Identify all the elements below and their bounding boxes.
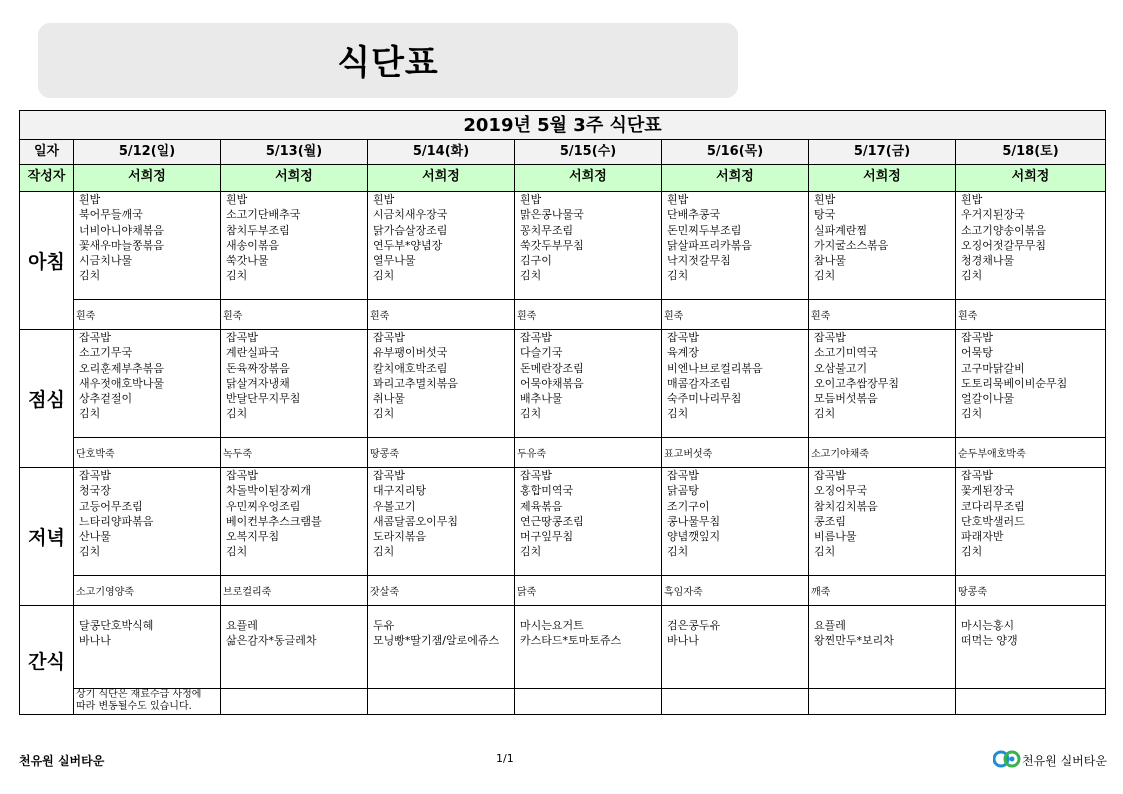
- menu-item: 오복지무침: [226, 530, 280, 544]
- menu-item: 흰밥: [520, 193, 542, 206]
- menu-item: 고등어무조림: [79, 499, 143, 513]
- porridge-cell: 흰죽: [221, 300, 368, 330]
- menu-item: 오징어무국: [814, 484, 868, 498]
- date-header: 5/18(토): [956, 140, 1106, 165]
- menu-item: 잡곡밥: [79, 469, 111, 482]
- snack-item: 요플레: [226, 619, 258, 632]
- menu-item: 우볼고기: [373, 499, 416, 513]
- snack-item: 카스타드*토마토쥬스: [520, 634, 622, 647]
- meal-row-snack: [20, 606, 1106, 689]
- menu-item: 김치: [373, 269, 395, 283]
- porridge-cell: 깨죽: [809, 576, 956, 606]
- menu-item: 닭살겨자냉채: [226, 376, 290, 390]
- menu-item: 오삼불고기: [814, 361, 868, 375]
- date-header: 5/12(일): [74, 140, 221, 165]
- menu-item: 잡곡밥: [961, 469, 993, 482]
- menu-item: 도토리묵베이비순무침: [961, 376, 1068, 390]
- porridge-cell: 두유죽: [515, 438, 662, 468]
- menu-item: 연두부*양념장: [373, 238, 443, 252]
- menu-item: 김치: [814, 407, 836, 421]
- writer-name: 서희정: [956, 165, 1106, 192]
- meal-label-dinner: 저녁: [20, 468, 74, 606]
- porridge-cell: 순두부애호박죽: [956, 438, 1106, 468]
- porridge-cell: 표고버섯죽: [662, 438, 809, 468]
- porridge-cell: 흰죽: [74, 300, 221, 330]
- snack-item: 왕찐만두*보리차: [814, 634, 894, 647]
- menu-table: [19, 110, 1106, 715]
- menu-item: 콩나물무침: [667, 514, 721, 528]
- porridge-cell: 단호박죽: [74, 438, 221, 468]
- menu-item: 김치: [814, 545, 836, 559]
- menu-item: 김치: [373, 545, 395, 559]
- menu-item: 소고기단배추국: [226, 208, 301, 222]
- menu-item: 오이고추쌈장무침: [814, 376, 900, 390]
- menu-cell: [221, 330, 368, 438]
- snack-cell: [662, 606, 809, 689]
- writer-label: 작성자: [20, 165, 74, 192]
- menu-item: 홍합미역국: [520, 484, 574, 498]
- menu-item: 시금치새우장국: [373, 208, 448, 222]
- empty-cell: [221, 689, 368, 715]
- menu-item: 비름나물: [814, 530, 857, 544]
- menu-cell: [515, 468, 662, 576]
- menu-item: 콩조림: [814, 514, 846, 528]
- snack-item: 두유: [373, 619, 395, 632]
- menu-item: 청경채나물: [961, 254, 1015, 268]
- page-number: 1/1: [496, 752, 514, 765]
- menu-cell: [662, 330, 809, 438]
- menu-item: 산나물: [79, 530, 111, 544]
- menu-cell: [515, 192, 662, 300]
- empty-cell: [956, 689, 1106, 715]
- menu-item: 새콤달콤오이무침: [373, 514, 459, 528]
- menu-item: 김치: [961, 545, 983, 559]
- porridge-cell: 흰죽: [956, 300, 1106, 330]
- porridge-cell: 흑임자죽: [662, 576, 809, 606]
- menu-item: 우민찌우엉조림: [226, 499, 301, 513]
- menu-item: 김치: [667, 407, 689, 421]
- menu-cell: [74, 468, 221, 576]
- porridge-cell: 땅콩죽: [956, 576, 1106, 606]
- menu-item: 흰밥: [814, 193, 836, 206]
- menu-item: 김치: [79, 545, 101, 559]
- logo-icon: [993, 748, 1021, 770]
- meal-label-breakfast: 아침: [20, 192, 74, 330]
- menu-item: 김치: [373, 407, 395, 421]
- menu-item: 어묵야채볶음: [520, 376, 584, 390]
- menu-item: 쑥갓나물: [226, 254, 269, 268]
- menu-cell: [368, 468, 515, 576]
- menu-item: 김치: [79, 269, 101, 283]
- menu-item: 숙주미나리무침: [667, 392, 742, 406]
- snack-cell: [809, 606, 956, 689]
- menu-cell: [221, 468, 368, 576]
- snack-item: 떠먹는 양갱: [961, 634, 1018, 647]
- menu-cell: [956, 192, 1106, 300]
- menu-item: 다슬기국: [520, 346, 563, 360]
- menu-item: 코다리무조림: [961, 499, 1025, 513]
- menu-item: 탕국: [814, 208, 836, 222]
- menu-cell: [662, 192, 809, 300]
- menu-item: 새송이볶음: [226, 238, 280, 252]
- menu-item: 잡곡밥: [667, 331, 699, 344]
- footer-org-name: 천유원 실버타운: [19, 754, 105, 768]
- meal-label-snack: 간식: [20, 606, 74, 715]
- empty-cell: [368, 689, 515, 715]
- snack-cell: [515, 606, 662, 689]
- date-header: 5/13(월): [221, 140, 368, 165]
- menu-item: 돈민찌두부조림: [667, 223, 742, 237]
- writer-name: 서희정: [662, 165, 809, 192]
- empty-cell: [515, 689, 662, 715]
- menu-item: 김치: [961, 269, 983, 283]
- menu-item: 김치: [520, 545, 542, 559]
- notice-line: 따라 변동될수도 있습니다.: [76, 700, 192, 712]
- menu-item: 김치: [226, 545, 248, 559]
- menu-item: 제육볶음: [520, 499, 563, 513]
- menu-item: 소고기미역국: [814, 346, 878, 360]
- porridge-cell: 닭죽: [515, 576, 662, 606]
- menu-item: 김구이: [520, 254, 552, 268]
- meal-row-dinner: [20, 468, 1106, 576]
- menu-cell: [368, 330, 515, 438]
- menu-item: 돈메란장조림: [520, 361, 584, 375]
- date-header: 5/14(화): [368, 140, 515, 165]
- menu-item: 대구지리탕: [373, 484, 427, 498]
- menu-item: 낙지젓갈무침: [667, 254, 731, 268]
- menu-item: 흰밥: [79, 193, 101, 206]
- porridge-cell: 소고기야채죽: [809, 438, 956, 468]
- table-title: 2019년 5월 3주 식단표: [20, 111, 1106, 140]
- porridge-cell: 땅콩죽: [368, 438, 515, 468]
- menu-item: 소고기무국: [79, 346, 133, 360]
- menu-cell: [956, 468, 1106, 576]
- menu-item: 상추겉절이: [79, 392, 133, 406]
- snack-item: 검은콩두유: [667, 619, 721, 632]
- menu-item: 우거지된장국: [961, 208, 1025, 222]
- snack-item: 모닝빵*딸기잼/알로에쥬스: [373, 634, 500, 647]
- menu-item: 참치김치볶음: [814, 499, 878, 513]
- note-row: [20, 689, 1106, 715]
- menu-item: 얼갈이나물: [961, 392, 1015, 406]
- menu-item: 꽃게된장국: [961, 484, 1015, 498]
- menu-item: 흰밥: [226, 193, 248, 206]
- menu-item: 오징어젓갈무무침: [961, 238, 1047, 252]
- meal-row-lunch: [20, 330, 1106, 438]
- menu-item: 잡곡밥: [226, 469, 258, 482]
- menu-item: 단호박샐러드: [961, 514, 1025, 528]
- porridge-cell: 흰죽: [368, 300, 515, 330]
- menu-item: 어묵탕: [961, 346, 993, 360]
- menu-item: 느타리양파볶음: [79, 514, 154, 528]
- menu-item: 파래자반: [961, 530, 1004, 544]
- menu-item: 잡곡밥: [961, 331, 993, 344]
- date-label: 일자: [20, 140, 74, 165]
- porridge-cell: 브로컬리죽: [221, 576, 368, 606]
- menu-notice: [74, 689, 221, 715]
- menu-cell: [809, 468, 956, 576]
- writer-name: 서희정: [221, 165, 368, 192]
- menu-item: 참치두부조림: [226, 223, 290, 237]
- menu-cell: [662, 468, 809, 576]
- menu-cell: [74, 330, 221, 438]
- menu-item: 꽁치무조림: [520, 223, 574, 237]
- porridge-row-breakfast: [20, 300, 1106, 330]
- menu-item: 조기구이: [667, 499, 710, 513]
- snack-cell: [221, 606, 368, 689]
- snack-item: 달콩단호박식혜: [79, 619, 154, 632]
- porridge-cell: 소고기영양죽: [74, 576, 221, 606]
- snack-cell: [368, 606, 515, 689]
- menu-cell: [809, 330, 956, 438]
- snack-item: 바나나: [79, 634, 111, 647]
- porridge-cell: 흰죽: [809, 300, 956, 330]
- menu-item: 취나물: [373, 392, 405, 406]
- menu-item: 쑥갓두부무침: [520, 238, 584, 252]
- menu-item: 닭살파프리카볶음: [667, 238, 753, 252]
- menu-item: 잡곡밥: [814, 331, 846, 344]
- menu-item: 반달단무지무침: [226, 392, 301, 406]
- menu-item: 칼치애호박조림: [373, 361, 448, 375]
- menu-item: 육계장: [667, 346, 699, 360]
- menu-item: 청국장: [79, 484, 111, 498]
- porridge-cell: 잣살죽: [368, 576, 515, 606]
- page-title: 식단표: [337, 43, 439, 83]
- menu-item: 꽃새우마늘쫑볶음: [79, 238, 165, 252]
- menu-item: 차돌박이된장찌개: [226, 484, 312, 498]
- menu-item: 계란실파국: [226, 346, 280, 360]
- menu-item: 양념깻잎지: [667, 530, 721, 544]
- menu-item: 베이컨부추스크램블: [226, 514, 322, 528]
- menu-item: 참나물: [814, 254, 846, 268]
- menu-item: 잡곡밥: [373, 469, 405, 482]
- snack-item: 요플레: [814, 619, 846, 632]
- menu-cell: [809, 192, 956, 300]
- meal-row-breakfast: [20, 192, 1106, 300]
- menu-item: 잡곡밥: [79, 331, 111, 344]
- meal-label-lunch: 점심: [20, 330, 74, 468]
- menu-item: 고구마닭갈비: [961, 361, 1025, 375]
- writer-name: 서희정: [515, 165, 662, 192]
- menu-item: 오리훈제부추볶음: [79, 361, 165, 375]
- menu-item: 잡곡밥: [373, 331, 405, 344]
- menu-item: 너비아니야채볶음: [79, 223, 165, 237]
- porridge-cell: 녹두죽: [221, 438, 368, 468]
- porridge-cell: 흰죽: [515, 300, 662, 330]
- empty-cell: [809, 689, 956, 715]
- snack-item: 마시는요거트: [520, 619, 584, 632]
- menu-item: 잡곡밥: [520, 469, 552, 482]
- menu-item: 유부팽이버섯국: [373, 346, 448, 360]
- menu-item: 김치: [667, 269, 689, 283]
- date-header: 5/16(목): [662, 140, 809, 165]
- menu-item: 비엔나브로컬리볶음: [667, 361, 763, 375]
- menu-item: 김치: [79, 407, 101, 421]
- menu-item: 김치: [520, 269, 542, 283]
- date-header: 5/17(금): [809, 140, 956, 165]
- porridge-row-dinner: [20, 576, 1106, 606]
- menu-item: 닭곰탕: [667, 484, 699, 498]
- menu-cell: [74, 192, 221, 300]
- menu-item: 새우젓애호박나물: [79, 376, 165, 390]
- menu-item: 배추나물: [520, 392, 563, 406]
- menu-item: 김치: [961, 407, 983, 421]
- menu-cell: [368, 192, 515, 300]
- menu-item: 실파계란찜: [814, 223, 868, 237]
- porridge-cell: 흰죽: [662, 300, 809, 330]
- writer-name: 서희정: [368, 165, 515, 192]
- menu-item: 김치: [814, 269, 836, 283]
- menu-item: 김치: [226, 269, 248, 283]
- title-banner: [38, 23, 738, 98]
- menu-item: 가지굴소스볶음: [814, 238, 889, 252]
- menu-item: 김치: [520, 407, 542, 421]
- menu-item: 연근땅콩조림: [520, 514, 584, 528]
- writer-name: 서희정: [74, 165, 221, 192]
- menu-item: 모듬버섯볶음: [814, 392, 878, 406]
- snack-item: 마시는홍시: [961, 619, 1015, 632]
- menu-item: 잡곡밥: [814, 469, 846, 482]
- menu-cell: [956, 330, 1106, 438]
- menu-item: 맑은콩나물국: [520, 208, 584, 222]
- menu-item: 도라지볶음: [373, 530, 427, 544]
- menu-item: 잡곡밥: [667, 469, 699, 482]
- menu-item: 잡곡밥: [520, 331, 552, 344]
- menu-item: 돈육짜장볶음: [226, 361, 290, 375]
- menu-item: 흰밥: [667, 193, 689, 206]
- menu-cell: [221, 192, 368, 300]
- menu-item: 닭가슴살장조림: [373, 223, 448, 237]
- menu-item: 흰밥: [373, 193, 395, 206]
- porridge-row-lunch: [20, 438, 1106, 468]
- menu-item: 꽈리고추멸치볶음: [373, 376, 459, 390]
- snack-item: 삶은감자*동글레차: [226, 634, 317, 647]
- snack-cell: [956, 606, 1106, 689]
- menu-item: 잡곡밥: [226, 331, 258, 344]
- menu-item: 열무나물: [373, 254, 416, 268]
- snack-item: 바나나: [667, 634, 699, 647]
- menu-item: 소고기양송이볶음: [961, 223, 1047, 237]
- date-header: 5/15(수): [515, 140, 662, 165]
- empty-cell: [662, 689, 809, 715]
- notice-line: 상기 식단은 재료수급 사정에: [76, 689, 202, 700]
- menu-item: 단배추콩국: [667, 208, 721, 222]
- menu-item: 흰밥: [961, 193, 983, 206]
- footer-logo-text: 천유원 실버타운: [1022, 754, 1107, 768]
- menu-cell: [515, 330, 662, 438]
- menu-item: 김치: [226, 407, 248, 421]
- writer-name: 서희정: [809, 165, 956, 192]
- menu-item: 북어무들깨국: [79, 208, 143, 222]
- menu-item: 김치: [667, 545, 689, 559]
- snack-cell: [74, 606, 221, 689]
- menu-item: 머구잎무침: [520, 530, 574, 544]
- menu-item: 시금치나물: [79, 254, 133, 268]
- menu-item: 매콤감자조림: [667, 376, 731, 390]
